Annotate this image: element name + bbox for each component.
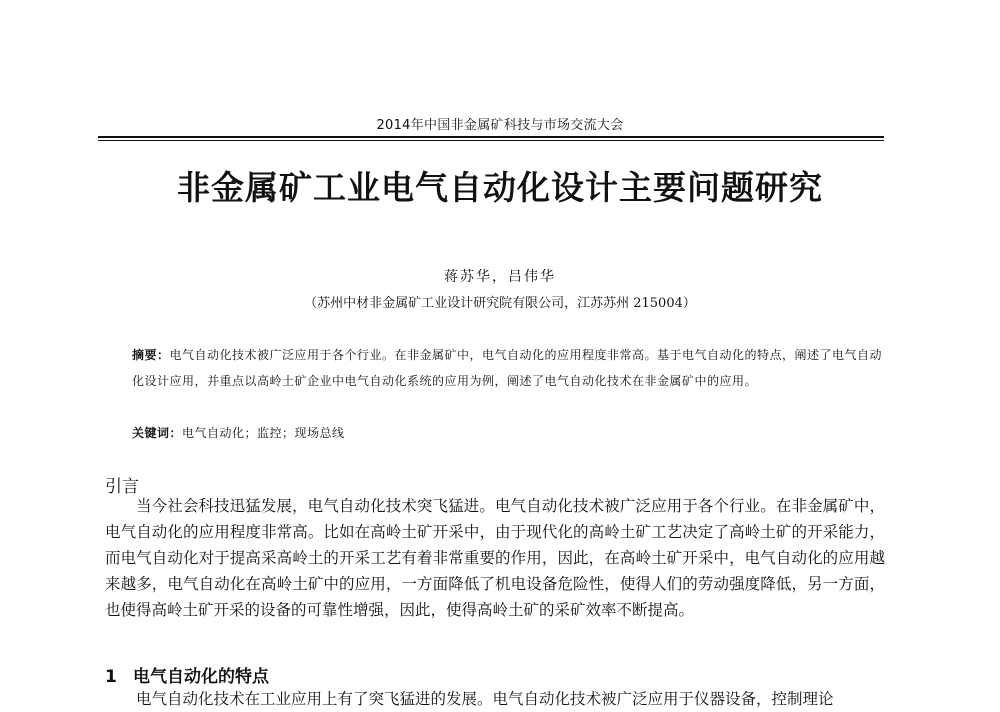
abstract-text: 电气自动化技术被广泛应用于各个行业。在非金属矿中，电气自动化的应用程度非常高。基于电气自动化的特点，阐述了电气自动化设计应用，并重点以高岭土矿企业中电气自动化系统的应用为例，阐述了电气自动化技术在非金属矿中的应用。: [132, 348, 883, 388]
header-rule-thin: [98, 140, 884, 141]
header-rule-thick: [98, 136, 884, 138]
section-title: 电气自动化的特点: [133, 667, 269, 687]
section-heading-1: [105, 662, 269, 687]
abstract: [132, 342, 892, 394]
intro-paragraph: 当今社会科技迅猛发展，电气自动化技术突飞猛进。电气自动化技术被广泛应用于各个行业。在非金属矿中，电气自动化的应用程度非常高。比如在高岭土矿开采中，由于现代化的高岭土矿工艺决定了高岭土矿的开采能力，而电气自动化对于提高采高岭土的开采工艺有着非常重要的作用，因此，在高岭土矿开采中，电气自动化的应用越来越多，电气自动化在高岭土矿中的应用，一方面降低了机电设备危险性，使得人们的劳动强度降低，另一方面，也使得高岭土矿开采的设备的可靠性增强，因此，使得高岭土矿的采矿效率不断提高。: [105, 497, 885, 619]
section-heading-intro: 引言: [105, 477, 139, 497]
paper-title: 非金属矿工业电气自动化设计主要问题研究: [177, 168, 823, 207]
keywords-label: 关键词：: [132, 426, 183, 440]
section-number: 1: [105, 667, 117, 687]
conference-header: 2014年中国非金属矿科技与市场交流大会: [376, 118, 624, 133]
keywords: [132, 424, 892, 441]
author-affiliation: （苏州中材非金属矿工业设计研究院有限公司，江苏苏州 215004）: [304, 296, 696, 311]
section1-paragraph: 电气自动化技术在工业应用上有了突飞猛进的发展。电气自动化技术被广泛应用于仪器设备，控制理论: [136, 690, 834, 708]
paper-authors: 蒋苏华，吕伟华: [444, 269, 556, 285]
keywords-text: 电气自动化；监控；现场总线: [182, 426, 345, 440]
abstract-label: 摘要：: [132, 348, 170, 362]
